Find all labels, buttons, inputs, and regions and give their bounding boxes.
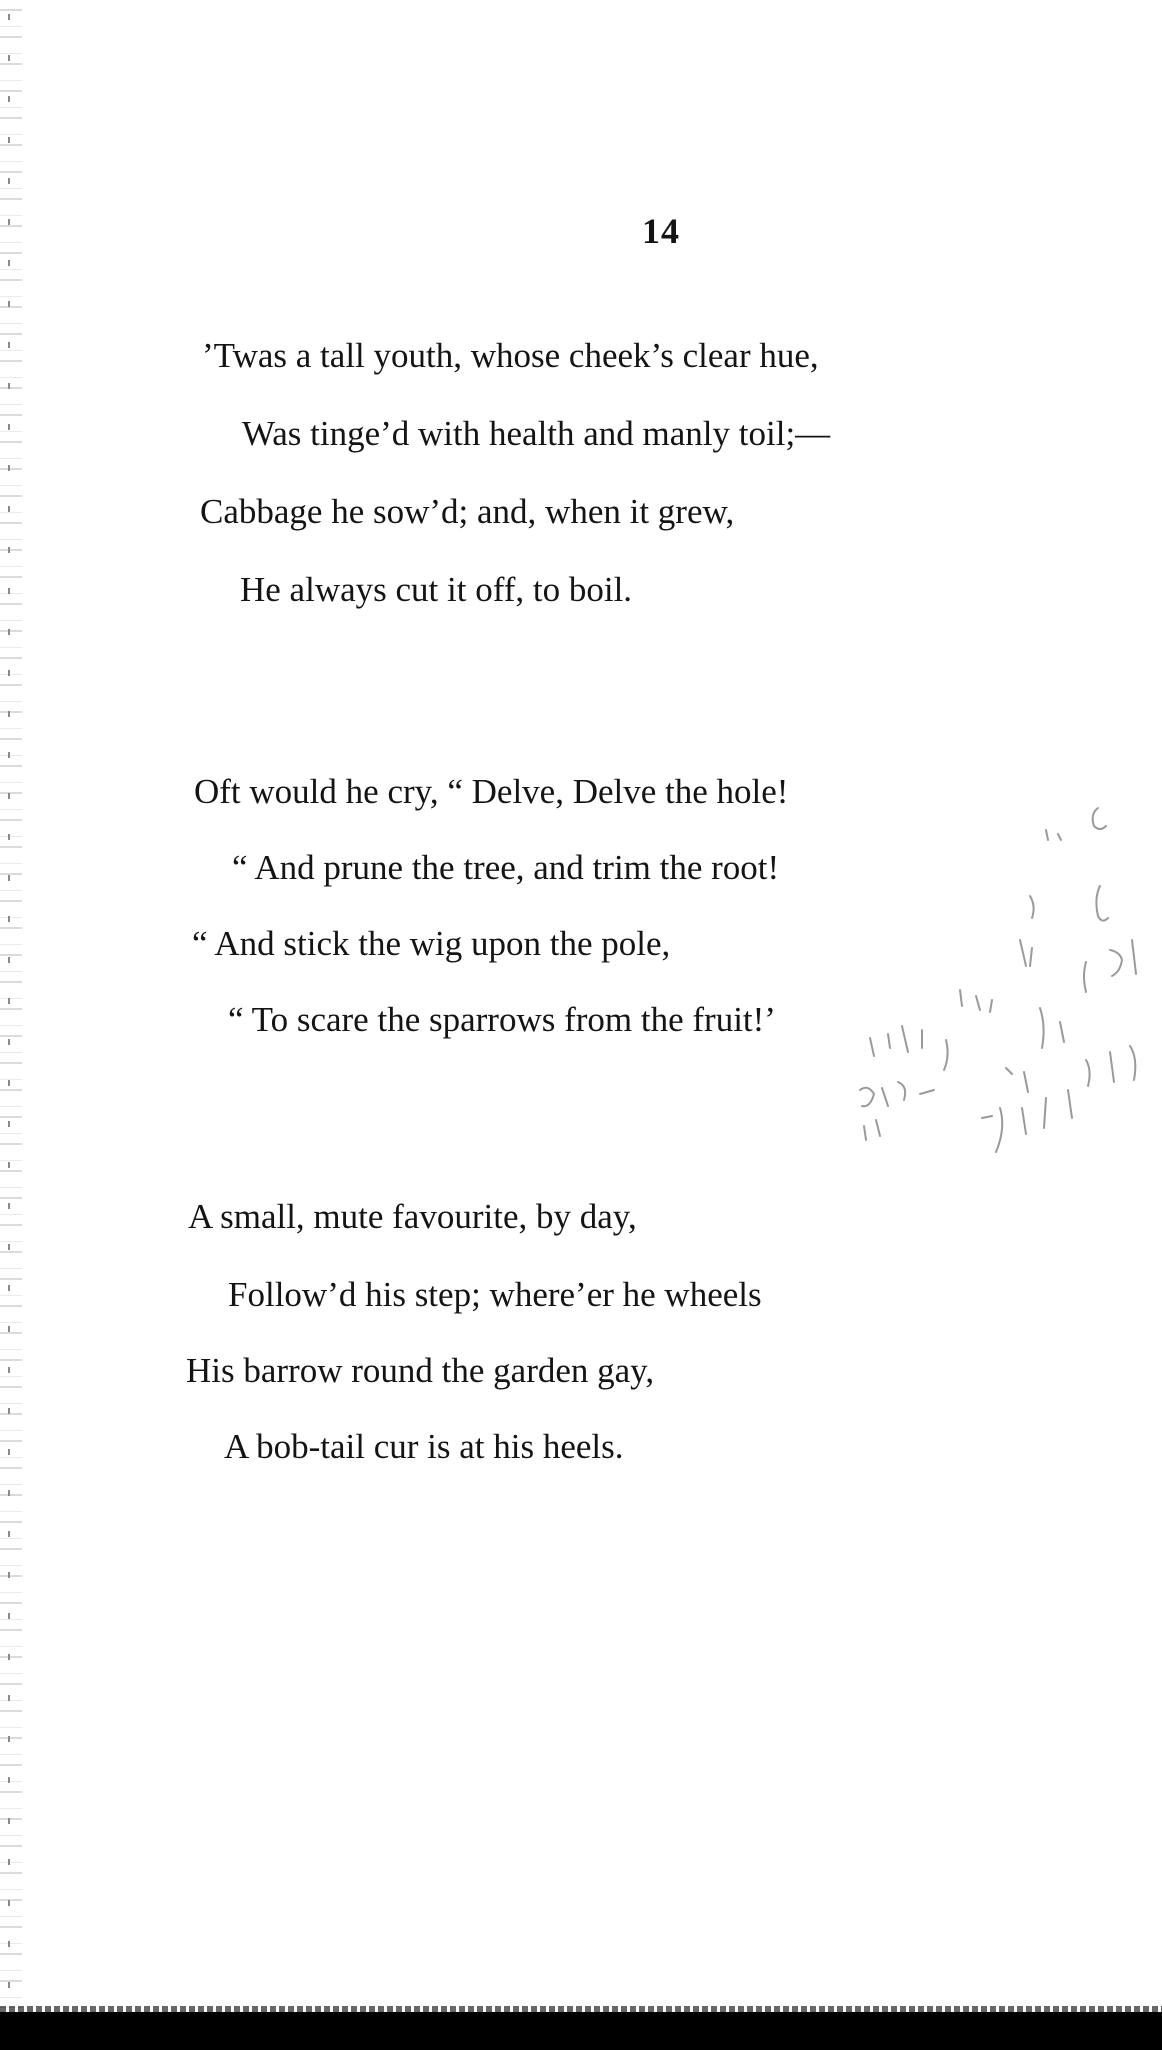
- page-number: 14: [642, 211, 680, 251]
- scan-left-edge-marks: [8, 0, 10, 2008]
- verse-line: ’Twas a tall youth, whose cheek’s clear hue,: [202, 336, 819, 375]
- pencil-marginalia: [810, 790, 1150, 1270]
- verse-line: “ And stick the wig upon the pole,: [192, 924, 671, 963]
- verse-line: Cabbage he sow’d; and, when it grew,: [200, 492, 735, 531]
- verse-line: “ And prune the tree, and trim the root!: [232, 848, 780, 887]
- verse-line: Was tinge’d with health and manly toil;—: [242, 414, 831, 453]
- verse-line: “ To scare the sparrows from the fruit!’: [228, 1000, 776, 1039]
- verse-line: A bob-tail cur is at his heels.: [224, 1427, 624, 1466]
- verse-line: Follow’d his step; where’er he wheels: [228, 1275, 762, 1314]
- verse-line: His barrow round the garden gay,: [186, 1351, 655, 1390]
- verse-line: A small, mute favourite, by day,: [188, 1197, 637, 1236]
- scan-left-edge: [0, 0, 22, 2008]
- verse-line: He always cut it off, to boil.: [240, 570, 633, 609]
- verse-line: Oft would he cry, “ Delve, Delve the hole!: [194, 772, 789, 811]
- scan-bottom-band: [0, 2012, 1162, 2050]
- pencil-scribble-icon: [810, 790, 1150, 1270]
